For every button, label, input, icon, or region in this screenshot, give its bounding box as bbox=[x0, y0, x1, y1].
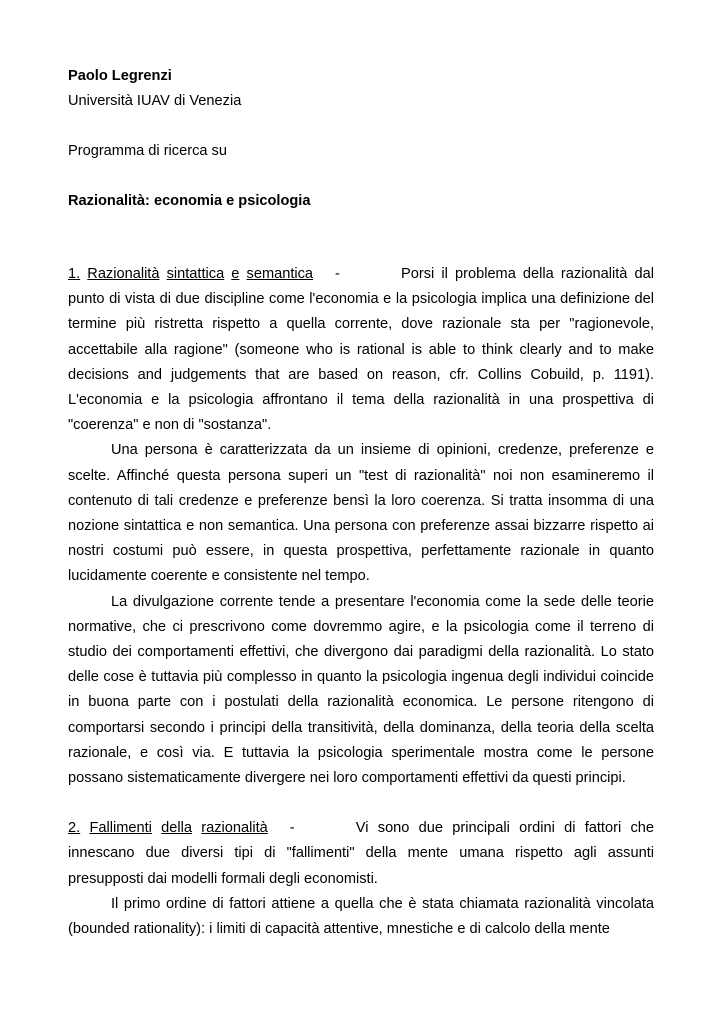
section-2-heading-word: Fallimenti bbox=[89, 820, 152, 837]
section-1-body-text: di vista di due discipline come l'economia e la psicologia implica una definizione del termine più ristretta rispetto a quella corrente, dove razionale sta per "ragionevole, accettabile alla ragione" (someone who is rational is able to think clearly and to make decisions and judgements that are based on reason, cfr. Collins Cobuild, p. 1191). L'economia e la psicologia affrontano il tema della razionalità in una prospettiva di "coerenza" e non di "sostanza". bbox=[68, 291, 654, 434]
section-1-paragraph-3: La divulgazione corrente tende a presentare l'economia come la sede delle teorie normative, che ci prescrivono come dovremmo agire, e la psicologia come il terreno di studio dei comportamenti effettivi, che divergono dai paradigmi della razionalità. Lo stato delle cose è tuttavia più complesso in quanto la psicologia ingenua degli individui coincide in buona parte con i postulati della razionalità economica. Le persone ritengono di comportarsi secondo i principi della transitività, della dominanza, della teoria della scelta razionale, e così via. E tuttavia la psicologia sperimentale mostra come le persone possano sistematicamente divergere nei loro comportamenti effettivi da questi principi. bbox=[68, 593, 654, 787]
section-1-heading-word: semantica bbox=[246, 266, 314, 282]
section-1-paragraph-1 bbox=[68, 262, 654, 438]
section-2-number: 2. bbox=[68, 820, 81, 837]
section-1-dash: - bbox=[335, 266, 340, 282]
program-label: Programma di ricerca su bbox=[68, 143, 227, 159]
section-1-number: 1. bbox=[68, 266, 81, 282]
section-1-heading-word: e bbox=[231, 266, 240, 282]
section-2-paragraph-1 bbox=[68, 816, 654, 892]
section-2-lead-text: Vi sono due principali ordini di fattori che bbox=[355, 820, 654, 837]
affiliation: Università IUAV di Venezia bbox=[68, 93, 242, 109]
section-1-paragraph-2: Una persona è caratterizzata da un insieme di opinioni, credenze, preferenze e scelte. Affinché questa persona superi un "test di razionalità" noi non esamineremo il contenuto di tali credenze e preferenze bensì la loro coerenza. Si tratta insomma di una nozione sintattica e non semantica. Una persona con preferenze assai bizzarre rispetto ai nostri costumi può essere, in questa prospettiva, perfettamente razionale in quanto lucidamente coerente e consistente nel tempo. bbox=[68, 442, 654, 585]
section-1-lead-text: Porsi il problema della razionalità dal punto bbox=[68, 266, 654, 308]
section-1-heading-word: Razionalità bbox=[87, 266, 160, 282]
section-2-heading-word: razionalità bbox=[201, 820, 268, 837]
document-page bbox=[68, 64, 654, 942]
document-title: Razionalità: economia e psicologia bbox=[68, 193, 311, 209]
section-2-body-text: innescano due diversi tipi di "fallimenti" della mente umana rispetto agli assunti presupposti dai modelli formali degli economisti. bbox=[68, 845, 654, 887]
section-2-paragraph-2: Il primo ordine di fattori attiene a quella che è stata chiamata razionalità vincolata (bounded rationality): i limiti di capacità attentive, mnestiche e di calcolo della mente bbox=[68, 895, 654, 938]
section-1-heading-word: sintattica bbox=[166, 266, 225, 282]
section-2-dash: - bbox=[289, 820, 295, 837]
author-name: Paolo Legrenzi bbox=[68, 68, 172, 84]
section-2-heading-word: della bbox=[161, 820, 192, 837]
